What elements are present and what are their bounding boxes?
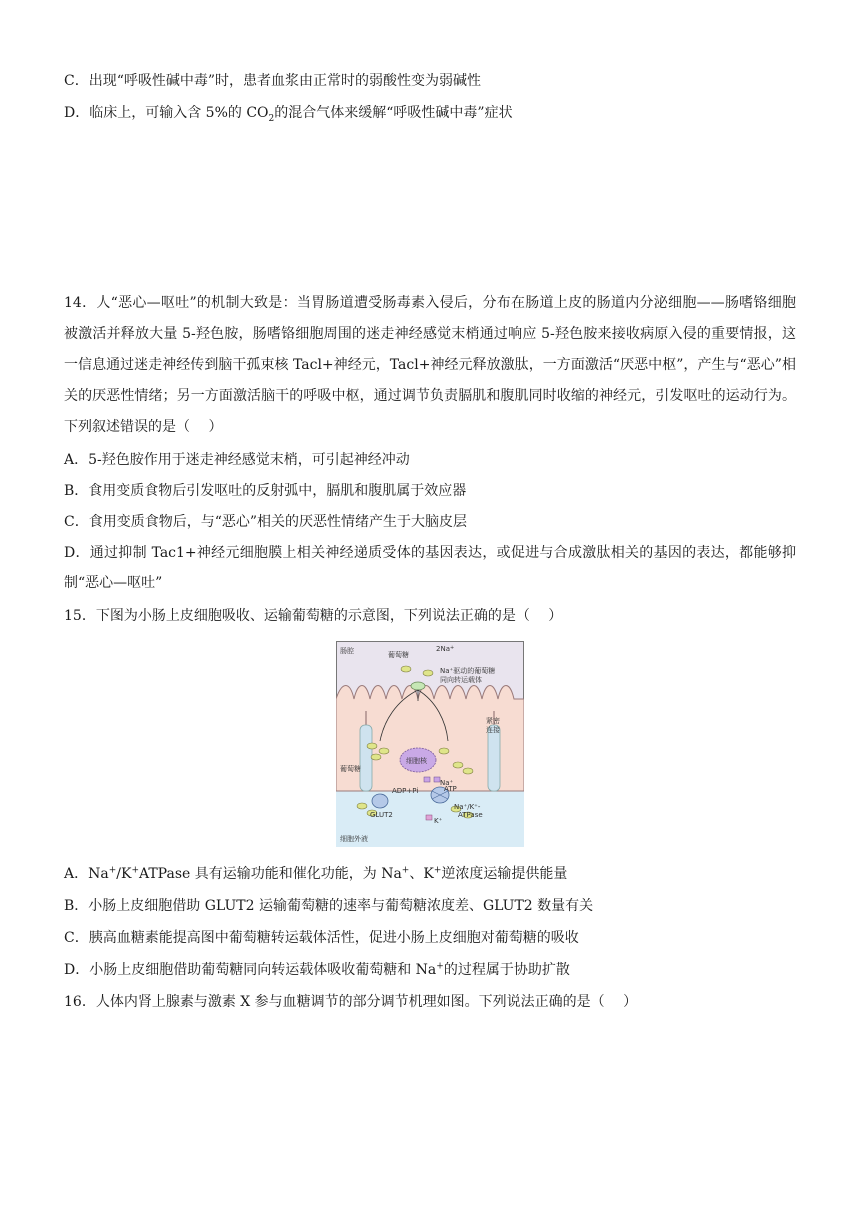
q16-stem: 16．人体内肾上腺素与激素 X 参与血糖调节的部分调节机理如图。下列说法正确的是（ ） (64, 994, 638, 1010)
q15-option-c: C．胰高血糖素能提高图中葡萄糖转运载体活性，促进小肠上皮细胞对葡萄糖的吸收 (64, 930, 579, 946)
q15-stem: 15．下图为小肠上皮细胞吸收、运输葡萄糖的示意图，下列说法正确的是（ ） (64, 608, 563, 624)
q15-option-b: B．小肠上皮细胞借助 GLUT2 运输葡萄糖的速率与葡萄糖浓度差、GLUT2 数量有关 (64, 898, 594, 914)
label-cotransporter-1: Na⁺驱动的葡萄糖 (440, 667, 496, 675)
label-k: K⁺ (434, 817, 443, 825)
label-glucose-left: 葡萄糖 (340, 765, 361, 773)
label-glucose-top: 葡萄糖 (388, 651, 409, 659)
label-2na: 2Na+ (436, 645, 455, 653)
glut2-transporter (372, 794, 388, 808)
label-pump-1: Na⁺/K⁺- (454, 803, 481, 811)
label-adp: ADP+Pi (392, 787, 419, 795)
q14-stem: 14．人“恶心—呕吐”的机制大致是：当胃肠道遭受肠毒素入侵后，分布在肠道上皮的肠道内分泌细胞——肠嗜铬细胞被激活并释放大量 5-羟色胺，肠嗜铬细胞周围的迷走神经感觉末梢通过响应 5-羟色胺来接收病原入侵的重要情报，这一信息通过迷走神经传到脑干孤束核 Tacl+神经元，Tacl+神经元释放激肽，一方面激活“厌恶中枢”，产生与“恶心”相关的厌恶性情绪；另一方面激活脑干的呼吸中枢，通过调节负责膈肌和腹肌同时收缩的神经元，引发呕吐的运动行为。下列叙述错误的是（ ） (64, 295, 796, 435)
q14-option-b: B．食用变质食物后引发呕吐的反射弧中，膈肌和腹肌属于效应器 (64, 483, 467, 499)
q13-option-c: C．出现“呼吸性碱中毒”时，患者血浆由正常时的弱酸性变为弱碱性 (64, 73, 482, 89)
q14-option-a: A．5-羟色胺作用于迷走神经感觉末梢，可引起神经冲动 (64, 452, 410, 468)
label-na-in: Na⁺ (440, 779, 454, 787)
label-nucleus: 细胞核 (406, 757, 427, 765)
q13-option-d: D．临床上，可输入含 5%的 $CO_2$的混合气体来缓解“呼吸性碱中毒”症状 (64, 105, 513, 124)
q15-option-a: A．Na+/K+ATPase 具有运输功能和催化功能，为 Na+、K+逆浓度运输提供能量 (64, 865, 568, 882)
q14-option-d: D．通过抑制 Tac1+神经元细胞膜上相关神经递质受体的基因表达，或促进与合成激肽相关的基因的表达，都能够抑制“恶心—呕吐” (64, 545, 796, 591)
label-tight-1: 紧密 (486, 717, 500, 725)
q15-option-d: D．小肠上皮细胞借助葡萄糖同向转运载体吸收葡萄糖和 Na+的过程属于协助扩散 (64, 961, 570, 978)
k-ion-square (426, 815, 432, 820)
label-tight-2: 连接 (486, 726, 500, 734)
label-lumen: 肠腔 (340, 647, 354, 655)
label-pump-2: ATPase (458, 811, 483, 819)
q14-option-c: C．食用变质食物后，与“恶心”相关的厌恶性情绪产生于大脑皮层 (64, 514, 468, 530)
glucose-transport-figure (336, 641, 524, 847)
label-glut2: GLUT2 (370, 811, 393, 819)
label-atp: ATP (444, 785, 457, 793)
na-ion-square (424, 777, 430, 782)
na-glucose-cotransporter (411, 682, 425, 690)
label-ecf: 细胞外液 (340, 835, 368, 843)
label-cotransporter-2: 同向转运载体 (440, 676, 482, 684)
